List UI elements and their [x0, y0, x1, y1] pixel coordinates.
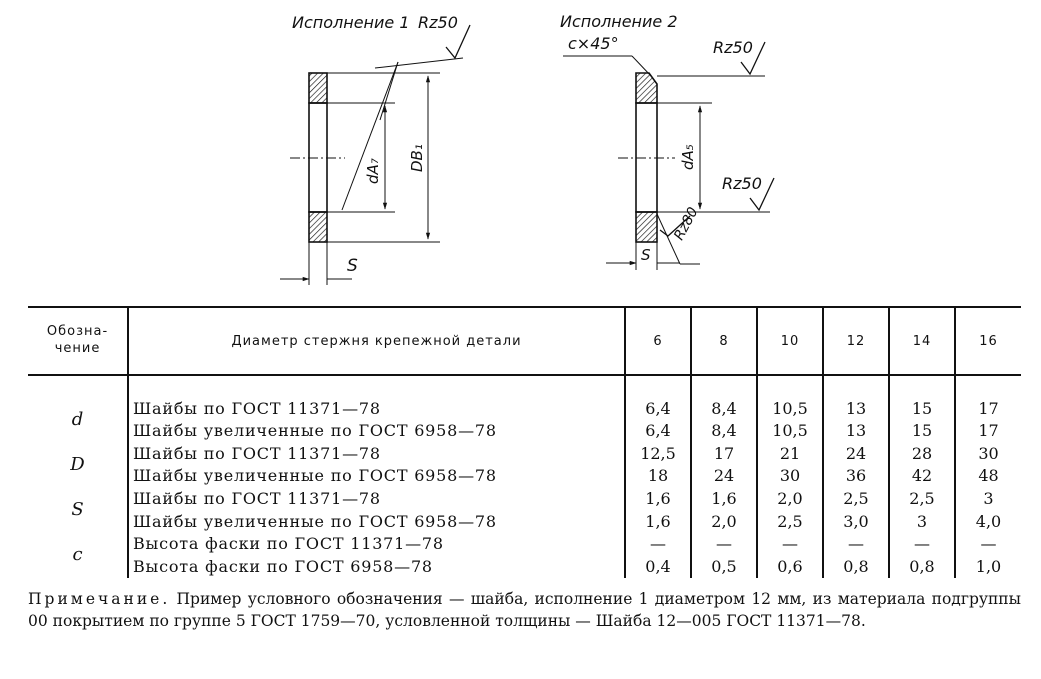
table-cell: 1,6: [625, 488, 691, 511]
table-cell: —: [889, 533, 955, 556]
figure-execution-2: [563, 38, 774, 270]
row-description: Шайбы по ГОСТ 11371—78: [128, 375, 625, 420]
table-cell: 0,8: [823, 555, 889, 578]
execution-1-title: Исполнение 1: [292, 13, 410, 32]
header-symbol-line2: чение: [54, 341, 101, 356]
label-dA7: dA₇: [364, 158, 382, 184]
table-cell: —: [955, 533, 1021, 556]
table-header-row: [28, 307, 1021, 375]
table-cell: 18: [625, 465, 691, 488]
washer-section-bottom: [309, 212, 327, 242]
table-cell: 13: [823, 375, 889, 420]
table-cell: 4,0: [955, 510, 1021, 533]
table-cell: 42: [889, 465, 955, 488]
table-cell: 2,0: [691, 510, 757, 533]
execution-2-title: Исполнение 2: [560, 12, 678, 31]
table-cell: 30: [757, 465, 823, 488]
note-text: Пример условного обозначения — шайба, исполнение 1 диаметром 12 мм, из материала подгруппы 00 покрытием по группе 5 ГОСТ 1759—70, условленной толщины — Шайба 12—005 ГОСТ 11371—78.: [28, 590, 1021, 630]
header-size: 16: [955, 307, 1021, 375]
washer-section-bottom-2: [636, 212, 657, 242]
header-symbol: [28, 307, 128, 375]
table-cell: 28: [889, 443, 955, 466]
note-label: Примечание.: [28, 590, 171, 608]
table-cell: 12,5: [625, 443, 691, 466]
table-cell: 8,4: [691, 375, 757, 420]
table-cell: 21: [757, 443, 823, 466]
table-row: [28, 533, 1021, 556]
table-cell: 15: [889, 375, 955, 420]
table-cell: 1,0: [955, 555, 1021, 578]
label-dA5: dA₅: [679, 144, 697, 170]
table-cell: —: [691, 533, 757, 556]
figure-execution-1: [280, 25, 470, 285]
table-cell: 8,4: [691, 420, 757, 443]
table-row: [28, 420, 1021, 443]
header-symbol-line1: Обозна-: [46, 324, 109, 340]
table-cell: 1,6: [691, 488, 757, 511]
roughness-label-rz80: Rz80: [671, 204, 702, 244]
row-symbol: D: [70, 454, 85, 476]
table-cell: 0,8: [889, 555, 955, 578]
header-description: Диаметр стержня крепежной детали: [128, 307, 625, 375]
note-paragraph: [28, 588, 1021, 632]
row-symbol: S: [71, 499, 84, 521]
row-description: Высота фаски по ГОСТ 11371—78: [128, 533, 625, 556]
table-cell: 0,4: [625, 555, 691, 578]
row-description: Шайбы увеличенные по ГОСТ 6958—78: [128, 465, 625, 488]
roughness-label-1: Rz50: [418, 13, 458, 32]
label-DB1: DB₁: [408, 144, 426, 172]
table-cell: 3: [955, 488, 1021, 511]
row-symbol: c: [72, 544, 83, 566]
header-size: 12: [823, 307, 889, 375]
row-description: Шайбы увеличенные по ГОСТ 6958—78: [128, 510, 625, 533]
chamfer-label: c×45°: [568, 34, 619, 53]
table-cell: 6,4: [625, 375, 691, 420]
table-cell: 17: [955, 420, 1021, 443]
table-row: [28, 443, 1021, 466]
table-cell: 30: [955, 443, 1021, 466]
header-size: 10: [757, 307, 823, 375]
table-cell: 13: [823, 420, 889, 443]
washer-section-top: [309, 73, 327, 103]
table-cell: 10,5: [757, 420, 823, 443]
row-description: Шайбы по ГОСТ 11371—78: [128, 488, 625, 511]
roughness-label-2: Rz50: [713, 38, 753, 57]
table-cell: 2,5: [757, 510, 823, 533]
row-description: Высота фаски по ГОСТ 6958—78: [128, 555, 625, 578]
table-row: [28, 510, 1021, 533]
label-S1: S: [347, 256, 358, 276]
roughness-label-3: Rz50: [722, 174, 762, 193]
table-cell: 3: [889, 510, 955, 533]
table-cell: 2,5: [823, 488, 889, 511]
table-cell: 10,5: [757, 375, 823, 420]
table-row: [28, 465, 1021, 488]
table-cell: 0,5: [691, 555, 757, 578]
washer-section-top-2: [636, 73, 657, 103]
row-description: Шайбы увеличенные по ГОСТ 6958—78: [128, 420, 625, 443]
table-cell: 0,6: [757, 555, 823, 578]
table-cell: —: [625, 533, 691, 556]
label-S2: S: [641, 246, 651, 264]
table-cell: 3,0: [823, 510, 889, 533]
table-cell: 2,5: [889, 488, 955, 511]
table-cell: 1,6: [625, 510, 691, 533]
table-row: [28, 555, 1021, 578]
washer-drawings: [0, 0, 1041, 300]
header-size: 6: [625, 307, 691, 375]
table-cell: —: [757, 533, 823, 556]
table-cell: 24: [691, 465, 757, 488]
table-cell: 2,0: [757, 488, 823, 511]
table-cell: 6,4: [625, 420, 691, 443]
table-cell: 15: [889, 420, 955, 443]
header-size: 14: [889, 307, 955, 375]
row-description: Шайбы по ГОСТ 11371—78: [128, 443, 625, 466]
table-row: [28, 375, 1021, 420]
table-cell: —: [823, 533, 889, 556]
table-row: [28, 488, 1021, 511]
row-symbol: d: [71, 409, 84, 431]
table-cell: 17: [691, 443, 757, 466]
table-cell: 24: [823, 443, 889, 466]
header-size: 8: [691, 307, 757, 375]
table-cell: 17: [955, 375, 1021, 420]
table-cell: 48: [955, 465, 1021, 488]
washer-spec-table: [28, 306, 1021, 578]
table-cell: 36: [823, 465, 889, 488]
